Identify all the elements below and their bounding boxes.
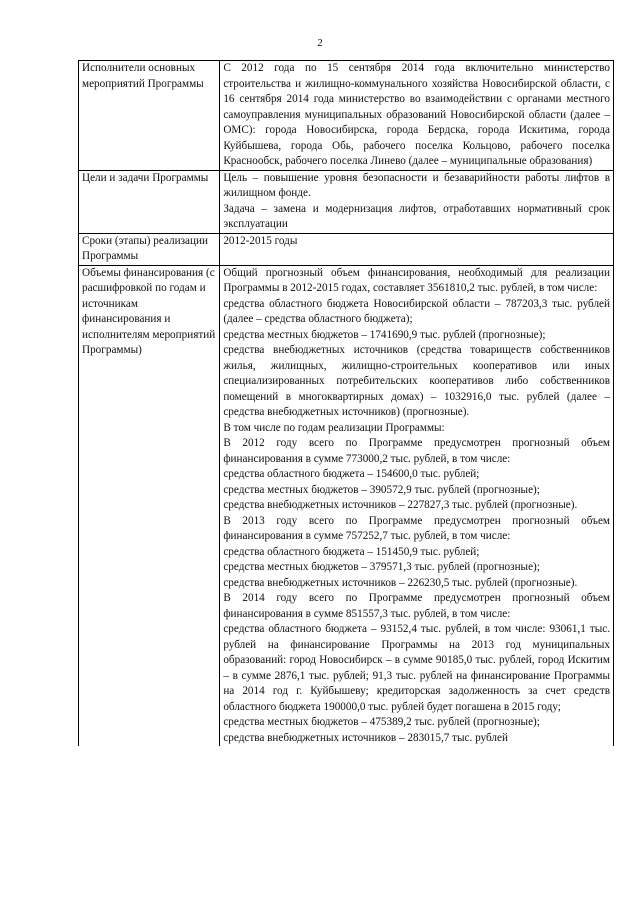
paragraph: Цель – повышение уровня безопасности и безаварийности работы лифтов в жилищном фонде. <box>223 171 610 199</box>
paragraph: средства местных бюджетов – 475389,2 тыс. рублей (прогнозные); <box>223 716 540 728</box>
table-row <box>79 233 614 265</box>
paragraph: Задача – замена и модернизация лифтов, отработавших нормативный срок эксплуатации <box>223 202 610 230</box>
program-passport-table <box>78 60 614 746</box>
paragraph: В 2012 году всего по Программе предусмотрен прогнозный объем финансирования в сумме 773000,2 тыс. рублей, в том числе: <box>223 437 610 465</box>
row-label-funding: Объемы финансирования (с расшифровкой по годам и источникам финансирования и исполнителям мероприятий Программы) <box>79 265 220 746</box>
page-number: 2 <box>317 37 323 49</box>
row-value-funding <box>220 265 614 746</box>
table-row <box>79 61 614 171</box>
paragraph: средства областного бюджета – 151450,9 тыс. рублей; <box>223 545 480 558</box>
table-row <box>79 170 614 233</box>
paragraph: средства областного бюджета – 93152,4 тыс. рублей, в том числе: 93061,1 тыс. рублей на финансирование Программы на 2013 год муниципальных образований: город Новосибирск – в сумме 90185,0 тыс. рублей, город Искитим – в сумме 2876,1 тыс. рублей; 91,3 тыс. рублей на финансирование Программы на 2014 год г. Куйбышеву; кредиторская задолженность за счет средств областного бюджета 190000,0 тыс. рублей будет погашена в 2015 году; <box>223 623 610 713</box>
row-value-executors <box>220 61 614 171</box>
paragraph: средства местных бюджетов – 1741690,9 тыс. рублей (прогнозные); <box>223 328 546 341</box>
paragraph: средства местных бюджетов – 379571,3 тыс. рублей (прогнозные); <box>223 561 540 573</box>
paragraph: В 2013 году всего по Программе предусмотрен прогнозный объем финансирования в сумме 757252,7 тыс. рублей, в том числе: <box>223 514 610 542</box>
row-label-period: Сроки (этапы) реализации Программы <box>79 233 220 265</box>
row-value-period <box>220 233 614 265</box>
paragraph: средства областного бюджета – 154600,0 тыс. рублей; <box>223 468 480 480</box>
paragraph: средства внебюджетных источников (средства товариществ собственников жилья, жилищных, жилищно-строительных кооперативов или иных специализированных потребительских кооперативов либо собственников помещений в многоквартирных домах) – 1032916,0 тыс. рублей (далее – средства внебюджетных источников) (прогнозные). <box>223 344 610 418</box>
paragraph: средства внебюджетных источников – 283015,7 тыс. рублей <box>223 731 508 744</box>
table-row <box>79 265 614 746</box>
row-label-executors: Исполнители основных мероприятий Программы <box>79 61 220 171</box>
paragraph: средства внебюджетных источников – 226230,5 тыс. рублей (прогнозные). <box>223 576 578 589</box>
paragraph: В том числе по годам реализации Программы: <box>223 421 445 434</box>
paragraph: средства местных бюджетов – 390572,9 тыс. рублей (прогнозные); <box>223 483 540 496</box>
paragraph: средства внебюджетных источников – 227827,3 тыс. рублей (прогнозные). <box>223 499 578 511</box>
row-value-goals <box>220 170 614 233</box>
row-label-goals: Цели и задачи Программы <box>79 170 220 233</box>
paragraph: С 2012 года по 15 сентября 2014 года включительно министерство строительства и жилищно-коммунального хозяйства Новосибирской области, с 16 сентября 2014 года министерство во взаимодействии с органами местного самоуправления муниципальных образований Новосибирской области (далее – ОМС): города Новосибирска, города Бердска, города Искитима, города Куйбышева, города Обь, рабочего поселка Кольцово, рабочего поселка Краснообск, рабочего поселка Линево (далее – муниципальные образования) <box>223 62 610 167</box>
paragraph: средства областного бюджета Новосибирской области – 787203,3 тыс. рублей (далее – средства областного бюджета); <box>223 297 610 325</box>
paragraph: 2012-2015 годы <box>223 234 298 247</box>
paragraph: В 2014 году всего по Программе предусмотрен прогнозный объем финансирования в сумме 851557,3 тыс. рублей, в том числе: <box>223 592 610 620</box>
paragraph: Общий прогнозный объем финансирования, необходимый для реализации Программы в 2012-2015 годах, составляет 3561810,2 тыс. рублей, в том числе: <box>223 266 610 294</box>
